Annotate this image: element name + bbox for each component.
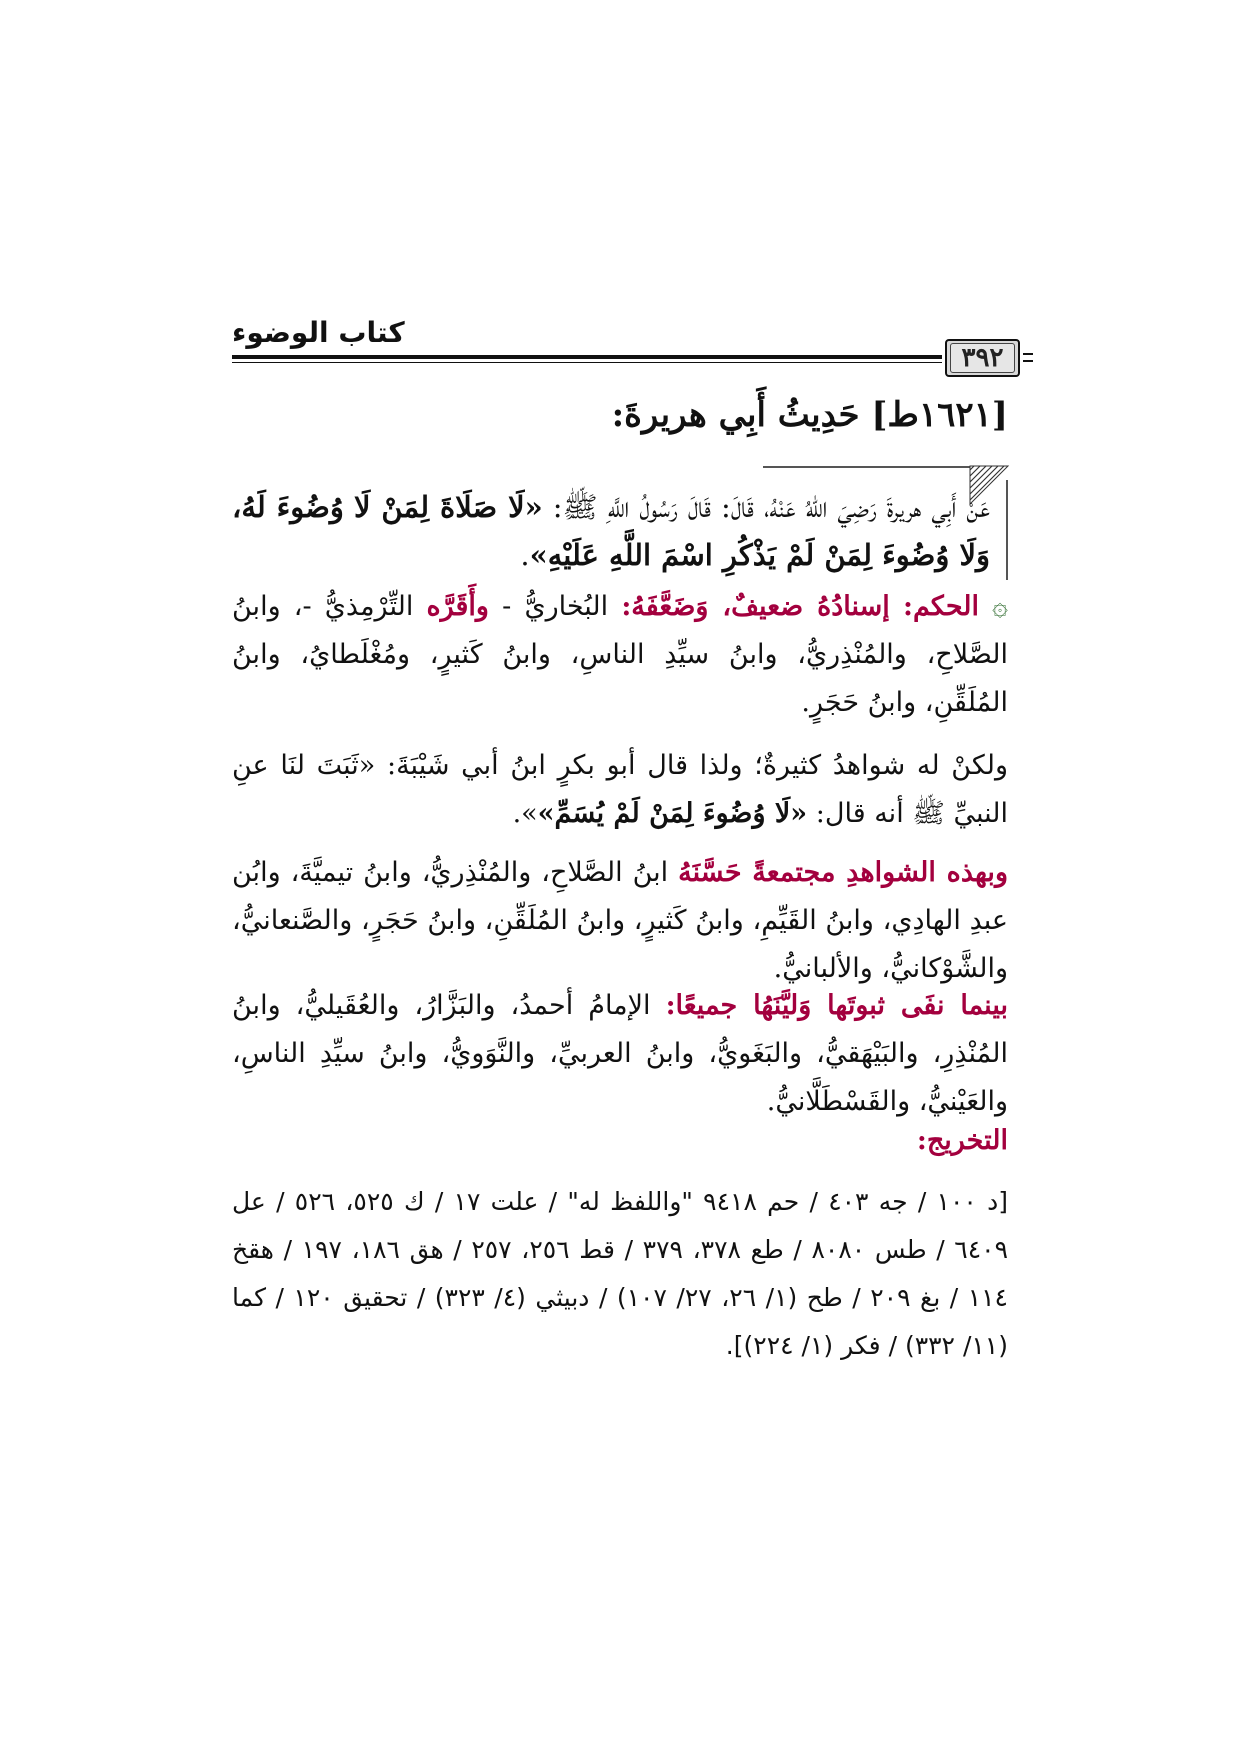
ruling-text1: البُخاريُّ - <box>488 591 622 622</box>
ruling-text2: التِّرْمِذيُّ -، وابنُ الصَّلاحِ، والمُنْذِريُّ، وابنُ سيِّدِ الناسِ، وابنُ كَثيرٍ، ومُغْلَطايُ، وابنُ المُلَقِّنِ، وابنُ حَجَرٍ. <box>232 591 1008 718</box>
hadith-quote-line1: «لَا صَلَاةَ لِمَنْ لَا <box>353 490 543 524</box>
nafy-text: الإمامُ أحمدُ، والبَزَّارُ، والعُقَيليُّ، وابنُ المُنْذِرِ، والبَيْهَقيُّ، والبَغَويُّ، وابنُ العربيِّ، والنَّوَويُّ، وابنُ سيِّدِ الناسِ، والعَيْنيُّ، والقَسْطَلَّانيُّ. <box>232 990 1008 1117</box>
shawahid-quote: «لَا وُضُوءَ لِمَنْ لَمْ يُسَمِّ» <box>537 798 808 829</box>
takhrij-paragraph <box>232 1178 1008 1370</box>
hadith-text <box>232 483 990 579</box>
ruling-paragraph <box>232 583 1008 727</box>
header-rule-right-a <box>1023 353 1033 355</box>
hasan-text: ابنُ الصَّلاحِ، والمُنْذِريُّ، وابنُ تيميَّةَ، وابُن عبدِ الهادِي، وابنُ القَيِّمِ، وابنُ كَثيرٍ، وابنُ المُلَقِّنِ، وابنُ حَجَرٍ، والصَّنعانيُّ، والشَّوْكانيُّ، والألبانيُّ. <box>232 857 1008 984</box>
ruling-approved: وأَقَرَّه <box>426 591 489 622</box>
hadith-quote-line2: وُضُوءَ لَهُ، وَلَا وُضُوءَ لِمَنْ لَمْ يَذْكُرِ اسْمَ اللَّهِ عَلَيْهِ» <box>232 490 990 572</box>
shawahid-paragraph <box>232 742 1008 838</box>
ruling-label: الحكم: <box>902 591 979 622</box>
ruling-weak: إسنادُهُ ضعيفٌ، وَضَعَّفَهُ: <box>621 591 890 622</box>
takhrij-text: [د ١٠٠ / جه ٤٠٣ / حم ٩٤١٨ "واللفظ له" / علت ١٧ / ك ٥٢٥، ٥٢٦ / عل ٦٤٠٩ / طس ٨٠٨٠ / طع ٣٧٨، ٣٧٩ / قط ٢٥٦، ٢٥٧ / هق ١٨٦، ١٩٧ / هقخ ١١٤ / بغ ٢٠٩ / طح (١/ ٢٦، ٢٧/ ١٠٧) / دبيثي (٤/ ٣٢٣) / تحقيق ١٢٠ / كما (١١/ ٣٣٢) / فكر (١/ ٢٢٤)]. <box>232 1187 1008 1360</box>
nafy-label: بينما نفَى ثبوتَها وَليَّنَهُا جميعًا: <box>665 990 1008 1021</box>
hadith-intro: عَنْ أَبِي هريرةَ رَضِيَ اللهُ عَنْهُ، قَالَ: قَالَ رَسُولُ اللَّهِ ﷺ: <box>542 490 991 524</box>
page-number: ٣٩٢ <box>950 343 1015 373</box>
hasan-paragraph <box>232 849 1008 993</box>
header-rule-thick <box>232 355 942 359</box>
hadith-end: . <box>520 538 530 572</box>
header-rule-thin <box>232 362 942 363</box>
rosette-icon: ۞ <box>992 591 1008 622</box>
hadith-number: [١٦٢١ط] <box>871 395 1008 435</box>
hadith-title-text: حَدِيثُ أَبِي هريرةَ: <box>611 395 860 435</box>
hadith-title <box>612 395 1008 435</box>
book-title: كتاب الوضوء <box>232 316 405 349</box>
page-number-badge <box>945 339 1020 377</box>
shawahid-text: ولكنْ له شواهدُ كثيرةٌ؛ ولذا قال أبو بكرٍ ابنُ أبي شَيْبَةَ: «ثَبَتَ لنَا عنِ النبيِّ ﷺ أنه قال: <box>232 750 1008 829</box>
header-rule-right-b <box>1023 360 1033 362</box>
hadith-box-top-line <box>763 466 973 468</box>
nafy-paragraph <box>232 982 1008 1126</box>
takhrij-label: التخريج: <box>916 1125 1008 1156</box>
hasan-label: وبهذه الشواهدِ مجتمعةً حَسَّنَهُ <box>678 857 1008 888</box>
shawahid-end: ». <box>512 798 538 829</box>
